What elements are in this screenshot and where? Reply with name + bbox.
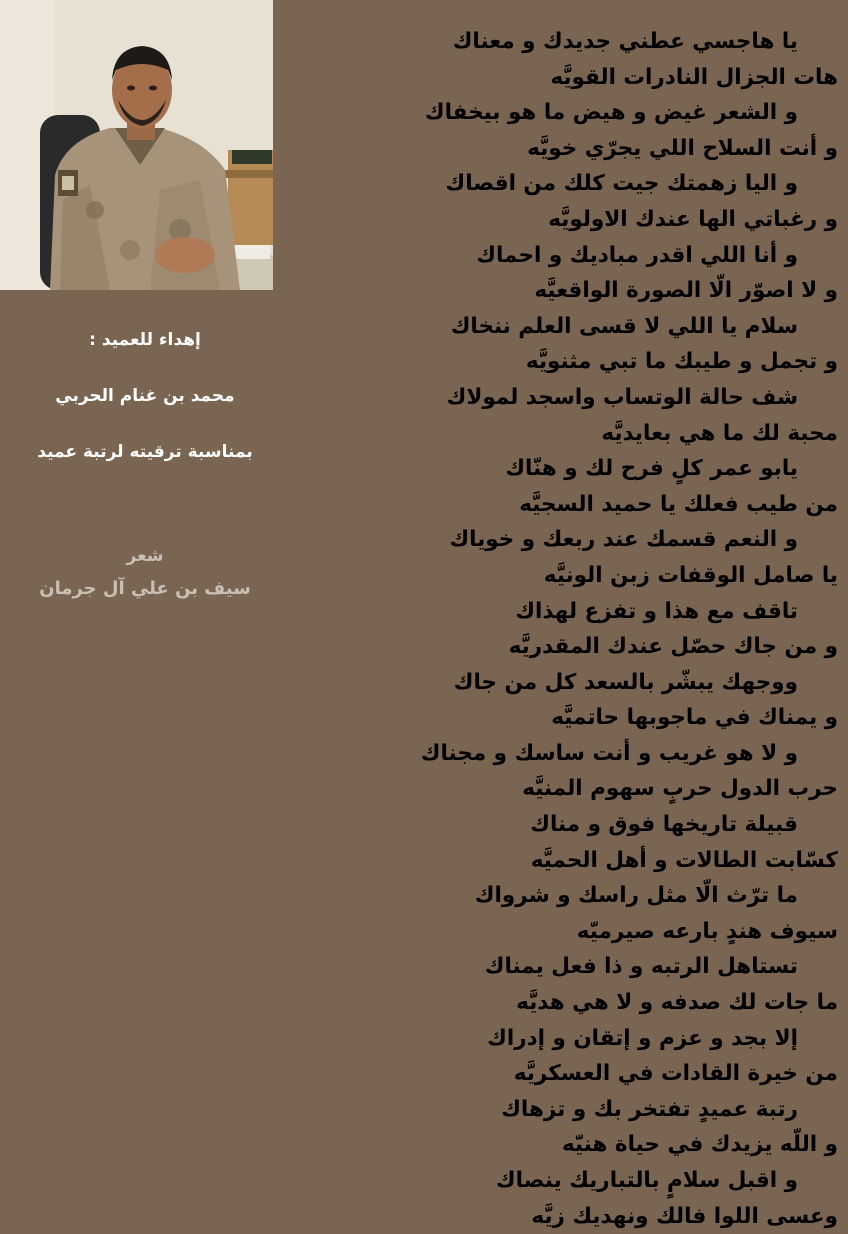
portrait-image bbox=[0, 0, 273, 290]
poem-line: من خيرة القادات في العسكريَّه bbox=[513, 1061, 838, 1087]
poem-line: و اقبل سلامٍ بالتباريك ينصاك bbox=[495, 1168, 798, 1193]
poem-line: و أنا اللي اقدر مباديك و احماك bbox=[476, 242, 798, 268]
poem-line: رتبة عميدٍ تفتخر بك و تزهاك bbox=[501, 1096, 798, 1122]
poem-line: شف حالة الوتساب واسجد لمولاك bbox=[446, 384, 798, 410]
poem-line: تاقف مع هذا و تفزع لهذاك bbox=[515, 598, 798, 624]
poem-line: ما ترّث الّا مثل راسك و شرواك bbox=[474, 883, 798, 909]
poem-line: وعسى اللوا فالك ونهديك زيَّه bbox=[531, 1203, 838, 1229]
poem-line: يابو عمر كلٍ فرح لك و هنّاك bbox=[505, 456, 798, 482]
poem-line: إلا بجد و عزم و إتقان و إدراك bbox=[487, 1025, 798, 1051]
poem-line: و أنت السلاح اللي يجرّي خويَّه bbox=[527, 135, 838, 161]
poem-line: ما جات لك صدفه و لا هي هديَّه bbox=[516, 990, 838, 1016]
poem-line: كسّابت الطالات و أهل الحميَّه bbox=[530, 847, 838, 873]
honoree-name: محمد بن غنام الحربي bbox=[55, 386, 235, 406]
poem-line: تستاهل الرتبه و ذا فعل يمناك bbox=[484, 954, 798, 980]
poem-line: و لا اصوّر الّا الصورة الواقعيَّه bbox=[534, 278, 838, 304]
poem-line: يا هاجسي عطني جديدك و معناك bbox=[452, 29, 798, 54]
poem-line: يا صامل الوقفات زبن الونيَّه bbox=[543, 562, 838, 588]
poem-line: من طيب فعلك يا حميد السجيَّه bbox=[519, 491, 838, 517]
poem-line: و رغباتي الها عندك الاولويَّه bbox=[548, 206, 838, 232]
poem-line: سلام يا اللي لا قسى العلم ننخاك bbox=[450, 313, 798, 339]
dedication-label: إهداء للعميد : bbox=[89, 330, 201, 350]
poem-line: و يمناك في ماجوبها حاتميَّه bbox=[551, 705, 838, 731]
poem-line: هات الجزال النادرات القويَّه bbox=[550, 64, 838, 90]
poem-line: و اليا زهمتك جيت كلك من اقصاك bbox=[445, 171, 798, 197]
poet-label: شعر bbox=[126, 546, 164, 566]
poem-line: سيوف هندٍ بارعه صيرميّه bbox=[576, 918, 838, 944]
poem-line: و لا هو غريب و أنت ساسك و مجناك bbox=[420, 740, 798, 766]
poem-line: قبيلة تاريخها فوق و مناك bbox=[530, 812, 798, 838]
poem-line: و اللّه يزيدك في حياة هنيّه bbox=[561, 1132, 838, 1158]
poem-line: و من جاك حصّل عندك المقدريَّه bbox=[508, 634, 838, 660]
poem-line: ووجهك يبشّر بالسعد كل من جاك bbox=[453, 669, 798, 695]
poem-body bbox=[290, 24, 838, 1234]
poem-line: و تجمل و طيبك ما تبي مثنويَّه bbox=[525, 349, 838, 375]
occasion-text: بمناسبة ترقيته لرتبة عميد bbox=[37, 442, 253, 462]
officer-photo bbox=[0, 0, 273, 290]
poem-line: و الشعر غيض و هيض ما هو بيخفاك bbox=[424, 100, 798, 126]
poet-name: سيف بن علي آل جرمان bbox=[39, 578, 251, 599]
poem-line: و النعم قسمك عند ربعك و خوياك bbox=[449, 527, 798, 553]
poem-line: محبة لك ما هي بعايديَّه bbox=[601, 420, 838, 446]
poem-line: حرب الدول حربٍ سهوم المنيَّه bbox=[522, 776, 838, 802]
